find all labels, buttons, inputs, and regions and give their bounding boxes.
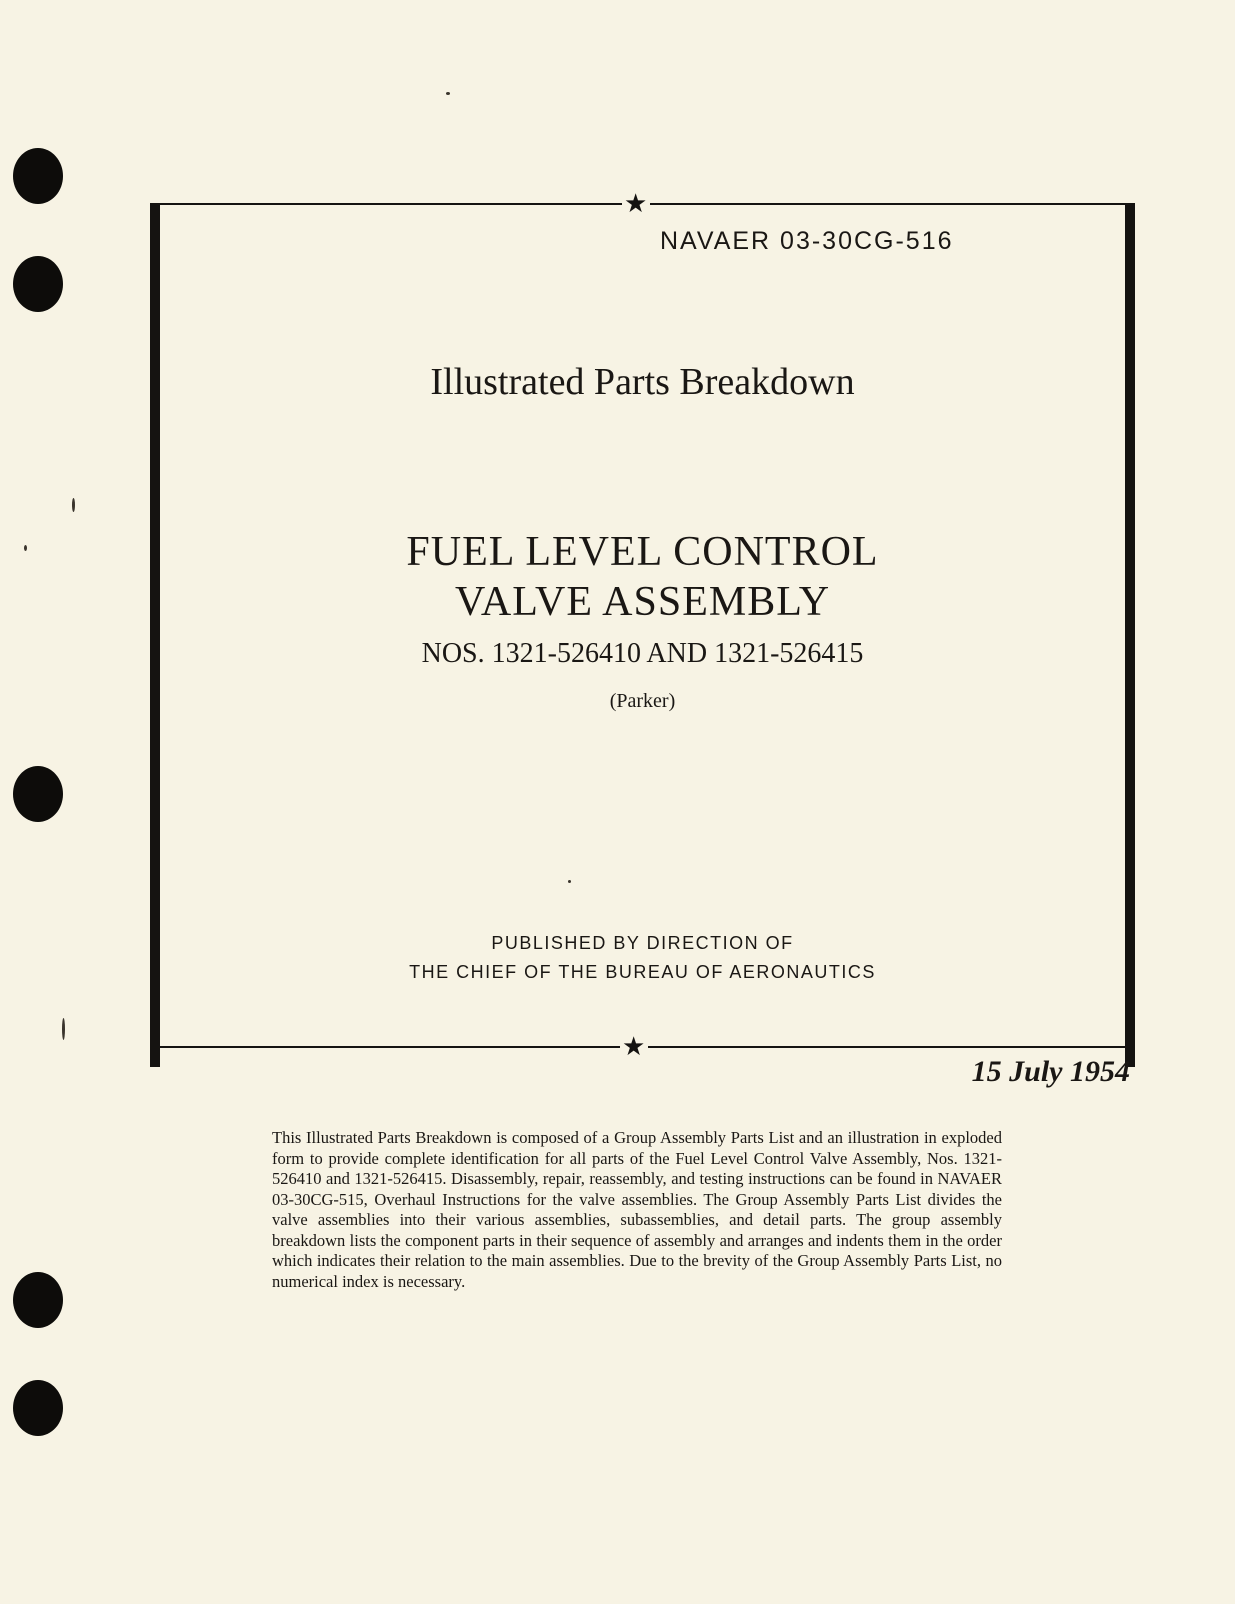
subject-title-line1: FUEL LEVEL CONTROL — [406, 529, 879, 575]
punch-hole — [13, 148, 63, 204]
punch-hole — [13, 1380, 63, 1436]
top-rule-right — [650, 203, 1125, 205]
bottom-rule-left — [160, 1046, 620, 1048]
top-star-icon: ★ — [624, 189, 648, 219]
publisher-line2: THE CHIEF OF THE BUREAU OF AERONAUTICS — [409, 962, 876, 982]
scan-speck — [446, 92, 450, 95]
punch-hole — [13, 1272, 63, 1328]
scan-speck — [72, 498, 75, 512]
scan-speck — [62, 1018, 65, 1040]
punch-hole — [13, 766, 63, 822]
abstract-paragraph: This Illustrated Parts Breakdown is composed of a Group Assembly Parts List and an illustration in exploded form to provide complete identification for all parts of the Fuel Level Control Valve Assembly, Nos. 1321-526410 and 1321-526415. Disassembly, repair, reassembly, and testing instructions can be found in NAVAER 03-30CG-515, Overhaul Instructions for the valve assemblies. The Group Assembly Parts List divides the valve assemblies into their various assemblies, subassemblies, and detail parts. The group assembly breakdown lists the component parts in their sequence of assembly and arranges and indents them in the order which indicates their relation to the main assemblies. Due to the brevity of the Group Assembly Parts List, no numerical index is necessary. — [272, 1128, 1002, 1291]
top-rule-left — [160, 203, 622, 205]
subject-title-line2: VALVE ASSEMBLY — [454, 579, 831, 625]
punch-hole — [13, 256, 63, 312]
document-number: NAVAER 03-30CG-516 — [660, 227, 954, 255]
publication-date: 15 July 1954 — [971, 1055, 1130, 1088]
publisher-line1: PUBLISHED BY DIRECTION OF — [491, 933, 794, 953]
bottom-rule-right — [648, 1046, 1125, 1048]
manufacturer-name: (Parker) — [609, 690, 676, 712]
page-title: Illustrated Parts Breakdown — [430, 361, 855, 403]
bottom-star-icon: ★ — [622, 1032, 646, 1062]
scan-speck — [24, 545, 27, 551]
model-numbers: NOS. 1321-526410 AND 1321-526415 — [421, 638, 864, 669]
